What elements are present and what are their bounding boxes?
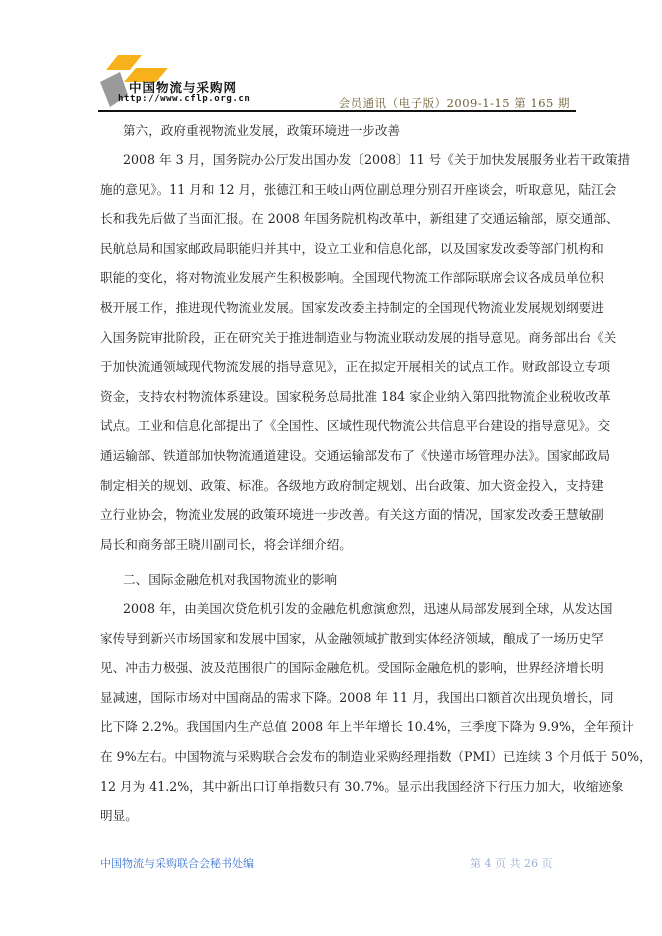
text-line: 资金，支持农村物流体系建设。国家税务总局批准 184 家企业纳入第四批物流企业税收改革 (100, 388, 611, 404)
text-line: 家传导到新兴市场国家和发展中国家，从金融领域扩散到实体经济领域，酿成了一场历史罕 (100, 630, 604, 646)
section-heading-2: 二、国际金融危机对我国物流业的影响 (123, 572, 338, 587)
text-line: 制定相关的规划、政策、标准。各级地方政府制定规划、出台政策、加大资金投入，支持建 (100, 477, 604, 493)
text-line: 2008 年 3 月，国务院办公厅发出国办发〔2008〕11 号《关于加快发展服务业若干政策措 (123, 152, 631, 167)
text-line: 施的意见》。11 月和 12 月，张德江和王岐山两位副总理分别召开座谈会，听取意见，陆江会 (100, 181, 617, 197)
footer-page-number: 第 4 页 共 26 页 (470, 857, 553, 870)
text-line: 局长和商务部王晓川副司长，将会详细介绍。 (100, 536, 352, 552)
text-line: 通运输部、铁道部加快物流通道建设。交通运输部发布了《快递市场管理办法》。国家邮政局 (100, 447, 611, 463)
text-line: 明显。 (100, 808, 138, 824)
text-line: 入国务院审批阶段，正在研究关于推进制造业与物流业联动发展的指导意见。商务部出台《关 (100, 329, 617, 345)
site-name: 中国物流与采购网 (129, 80, 238, 95)
header-rule (98, 110, 576, 112)
footer-org: 中国物流与采购联合会秘书处编 (100, 857, 254, 870)
text-line: 2008 年，由美国次贷危机引发的金融危机愈演愈烈，迅速从局部发展到全球，从发达国 (123, 601, 613, 616)
text-line: 职能的变化，将对物流业发展产生积极影响。全国现代物流工作部际联席会议各成员单位积 (100, 270, 604, 286)
text-line: 比下降 2.2%。我国国内生产总值 2008 年上半年增长 10.4%，三季度下降为 9.9%，全年预计 (100, 719, 634, 735)
site-url[interactable]: http://www.cflp.org.cn (118, 94, 251, 104)
paragraph-policy (100, 145, 631, 559)
text-line: 于加快流通领域现代物流发展的指导意见》，正在拟定开展相关的试点工作。财政部设立专项 (100, 359, 611, 375)
text-line: 试点。工业和信息化部提出了《全国性、区域性现代物流公共信息平台建设的指导意见》。交 (100, 418, 611, 434)
text-line: 民航总局和国家邮政局职能归并其中，设立工业和信息化部，以及国家发改委等部门机构和 (100, 240, 604, 256)
text-line: 极开展工作，推进现代物流业发展。国家发改委主持制定的全国现代物流业发展规划纲要进 (100, 299, 604, 315)
text-line: 长和我先后做了当面汇报。在 2008 年国务院机构改革中，新组建了交通运输部，原交通部、 (100, 211, 619, 227)
issue-info: 会员通讯（电子版）2009-1-15 第 165 期 (338, 96, 570, 110)
text-line: 见、冲击力极强、波及范围很广的国际金融危机。受国际金融危机的影响，世界经济增长明 (100, 660, 604, 676)
text-line: 立行业协会，物流业发展的政策环境进一步改善。有关这方面的情况，国家发改委王慧敏副 (100, 507, 604, 523)
paragraph-financial-crisis (100, 594, 652, 831)
text-line: 在 9%左右。中国物流与采购联合会发布的制造业采购经理指数（PMI）已连续 3 个月低于 50%， (100, 748, 652, 764)
text-line: 显减速，国际市场对中国商品的需求下降。2008 年 11 月，我国出口额首次出现负增长，同 (100, 689, 614, 705)
section-heading-1: 第六，政府重视物流业发展，政策环境进一步改善 (123, 123, 401, 138)
text-line: 12 月为 41.2%，其中新出口订单指数只有 30.7%。显示出我国经济下行压力加大，收缩迹象 (100, 778, 624, 794)
